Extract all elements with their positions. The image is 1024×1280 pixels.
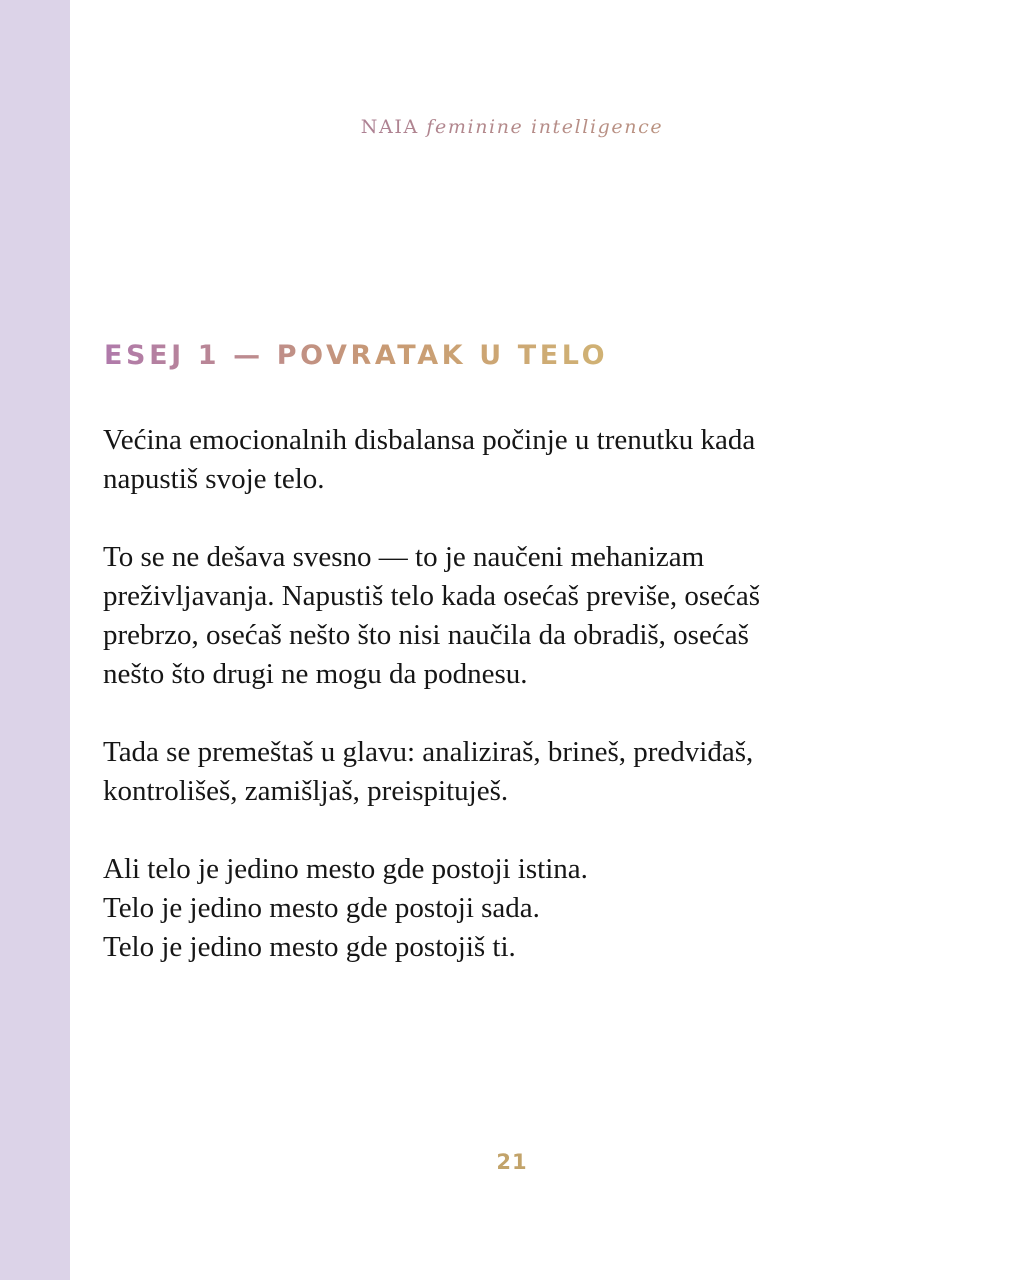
page-number: 21 bbox=[496, 1150, 528, 1174]
text-line: To se ne dešava svesno — to je naučeni mehanizam bbox=[103, 541, 705, 573]
text-line: preživljavanja. Napustiš telo kada osećaš previše, osećaš bbox=[103, 580, 761, 612]
text-line: prebrzo, osećaš nešto što nisi naučila da obradiš, osećaš bbox=[103, 619, 749, 651]
text-line: napustiš svoje telo. bbox=[103, 463, 325, 495]
side-color-band bbox=[0, 0, 70, 1280]
text-line: nešto što drugi ne mogu da podnesu. bbox=[103, 658, 528, 690]
header-tagline: feminine intelligence bbox=[426, 116, 664, 138]
text-line: Ali telo je jedino mesto gde postoji istina. bbox=[103, 853, 588, 885]
text-line: Telo je jedino mesto gde postojiš ti. bbox=[103, 931, 516, 963]
paragraph bbox=[103, 538, 903, 694]
paragraph bbox=[103, 733, 903, 811]
text-line: Tada se premeštaš u glavu: analiziraš, brineš, predviđaš, bbox=[103, 736, 754, 768]
text-line: Većina emocionalnih disbalansa počinje u trenutku kada bbox=[103, 424, 756, 456]
essay-title: ESEJ 1 — POVRATAK U TELO bbox=[104, 340, 609, 371]
paragraph bbox=[103, 850, 903, 967]
header-brand: NAIA bbox=[360, 116, 419, 138]
essay-body bbox=[103, 421, 903, 1006]
text-line: kontrolišeš, zamišljaš, preispituješ. bbox=[103, 775, 509, 807]
paragraph bbox=[103, 421, 903, 499]
text-line: Telo je jedino mesto gde postoji sada. bbox=[103, 892, 540, 924]
running-header bbox=[70, 116, 954, 138]
